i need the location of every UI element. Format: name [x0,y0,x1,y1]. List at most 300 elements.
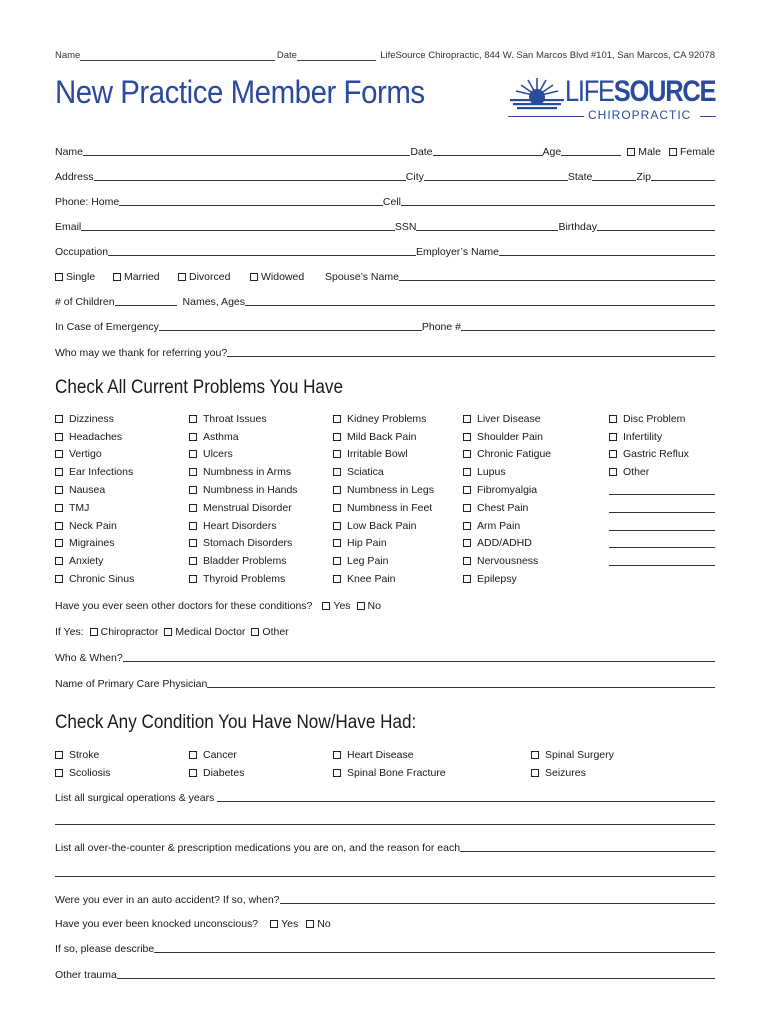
auto-field[interactable] [280,902,715,904]
seen-yes-checkbox[interactable] [322,602,330,610]
condition-checkbox[interactable] [531,769,539,777]
cell-field[interactable] [401,204,715,206]
male-checkbox[interactable] [627,148,635,156]
condition-checkbox[interactable] [55,769,63,777]
seen-no-option[interactable] [357,600,381,612]
logo-rule-right [700,116,716,117]
problem-checkbox[interactable] [189,415,197,423]
condition-label: Seizures [545,766,586,779]
problem-item[interactable] [189,552,298,570]
condition-checkbox[interactable] [333,769,341,777]
problem-checkbox[interactable] [55,415,63,423]
seen-no-label: No [367,600,381,612]
state-label: State [567,171,593,183]
describe-field[interactable] [154,951,715,953]
problem-label: Throat Issues [203,412,267,425]
problem-label: Hip Pain [347,537,387,550]
problem-item[interactable] [55,428,134,446]
problem-label: Sciatica [347,466,384,479]
referral-field[interactable] [227,355,715,357]
row-marital [55,269,715,283]
seen-no-checkbox[interactable] [357,602,365,610]
row-surgical [55,790,715,804]
problem-checkbox[interactable] [189,450,197,458]
row-pcp [55,676,715,690]
problems-col-2 [189,410,298,588]
logo-wordmark [565,75,715,109]
problem-item[interactable] [609,463,715,481]
problem-label: Nervousness [477,555,539,568]
problem-checkbox[interactable] [55,575,63,583]
problem-checkbox[interactable] [609,415,617,423]
knocked-no-label: No [317,918,331,930]
divorced-label: Divorced [189,271,231,283]
referral-label: Who may we thank for referring you? [55,347,228,359]
problem-checkbox[interactable] [55,504,63,512]
knocked-label: Have you ever been knocked unconscious? [55,918,259,930]
other-problem-field[interactable] [609,529,715,531]
row-referral [55,345,715,359]
names-ages-label: Names, Ages [182,296,245,308]
row-seen-doctors [55,598,715,612]
problem-label: Numbness in Hands [203,484,298,497]
problem-label: Migraines [69,537,115,550]
condition-item[interactable] [189,764,244,782]
problems-title: Check All Current Problems You Have [55,377,343,398]
problems-col-5 [609,410,715,570]
row-name [55,144,715,158]
problem-checkbox[interactable] [55,433,63,441]
row-children [55,294,715,308]
condition-checkbox[interactable] [189,751,197,759]
problem-label: Fibromyalgia [477,484,538,497]
condition-checkbox[interactable] [333,751,341,759]
problem-checkbox[interactable] [189,557,197,565]
problem-label: Infertility [623,430,663,443]
email-label: Email [55,221,82,233]
header-name-field[interactable] [80,50,274,61]
problem-item[interactable] [333,517,434,535]
problem-checkbox[interactable] [55,522,63,530]
birthday-field[interactable] [597,229,715,231]
auto-label: Were you ever in an auto accident? If so, when? [55,894,280,906]
medications-extra-line[interactable] [55,876,715,877]
knocked-no-option[interactable] [306,918,330,930]
city-label: City [405,171,424,183]
problem-label: ADD/ADHD [477,537,532,550]
other-problem-field[interactable] [609,511,715,513]
condition-item[interactable] [333,764,446,782]
condition-label: Spinal Surgery [545,748,614,761]
condition-item[interactable] [55,764,110,782]
problem-item[interactable] [609,410,715,428]
describe-label: If so, please describe [55,943,155,955]
if-yes-label: If Yes: [55,626,84,638]
ssn-field[interactable] [416,229,558,231]
seen-question: Have you ever seen other doctors for these conditions? [55,600,313,612]
medical-doctor-checkbox[interactable] [164,628,172,636]
problem-checkbox[interactable] [333,415,341,423]
other-problem-line[interactable] [609,481,715,499]
occupation-field[interactable] [108,254,416,256]
seen-yes-option[interactable] [322,600,350,612]
row-auto [55,892,715,906]
logo-rule-left [508,116,584,117]
problem-checkbox[interactable] [463,450,471,458]
cell-label: Cell [382,196,401,208]
problem-checkbox[interactable] [463,575,471,583]
problem-checkbox[interactable] [189,468,197,476]
problem-item[interactable] [55,499,134,517]
problem-item[interactable] [463,481,551,499]
other-problem-line[interactable] [609,499,715,517]
knocked-yes-checkbox[interactable] [270,920,278,928]
zip-field[interactable] [651,179,715,181]
problem-item[interactable] [55,481,134,499]
problem-checkbox[interactable] [55,468,63,476]
single-option[interactable] [55,271,113,283]
problem-item[interactable] [333,410,434,428]
problem-checkbox[interactable] [463,557,471,565]
problem-checkbox[interactable] [333,539,341,547]
problem-checkbox[interactable] [189,504,197,512]
problem-label: Neck Pain [69,519,117,532]
row-if-yes [55,624,715,638]
row-describe [55,941,715,955]
logo-word-light: LIFE [565,75,614,108]
problem-label: Thyroid Problems [203,573,286,586]
condition-checkbox[interactable] [55,751,63,759]
divorced-option[interactable] [178,271,250,283]
problem-label: Knee Pain [347,573,396,586]
married-option[interactable] [113,271,178,283]
problem-item[interactable] [333,552,434,570]
medical-doctor-option[interactable] [164,626,245,638]
problem-item[interactable] [55,463,134,481]
problem-checkbox[interactable] [189,575,197,583]
name-label: Name [55,146,84,158]
problem-label: Ulcers [203,448,233,461]
problem-checkbox[interactable] [189,522,197,530]
condition-checkbox[interactable] [189,769,197,777]
employer-field[interactable] [499,254,715,256]
problem-checkbox[interactable] [609,468,617,476]
lifesource-logo [508,72,718,124]
problem-label: Anxiety [69,555,104,568]
row-medications [55,840,715,854]
problem-item[interactable] [189,499,298,517]
problem-item[interactable] [333,463,434,481]
conditions-title: Check Any Condition You Have Now/Have Had: [55,712,417,733]
problem-checkbox[interactable] [189,486,197,494]
problem-checkbox[interactable] [333,433,341,441]
problem-label: Numbness in Legs [347,484,434,497]
trauma-field[interactable] [117,977,715,979]
conditions-col-1 [55,746,110,782]
problem-checkbox[interactable] [463,522,471,530]
problem-item[interactable] [189,410,298,428]
widowed-label: Widowed [261,271,305,283]
row-emergency [55,319,715,333]
problems-col-3 [333,410,434,588]
chiropractor-label: Chiropractor [100,626,159,638]
medical-doctor-label: Medical Doctor [175,626,246,638]
seen-yes-label: Yes [333,600,351,612]
condition-item[interactable] [189,746,244,764]
problem-item[interactable] [609,446,715,464]
conditions-col-3 [333,746,446,782]
problem-item[interactable] [189,446,298,464]
problem-item[interactable] [463,570,551,588]
problem-checkbox[interactable] [333,522,341,530]
problem-label: TMJ [69,501,90,514]
zip-label: Zip [636,171,651,183]
name-field[interactable] [83,154,410,156]
problem-item[interactable] [609,428,715,446]
problem-label: Kidney Problems [347,412,427,425]
who-when-label: Who & When? [55,652,123,664]
problem-checkbox[interactable] [55,486,63,494]
condition-label: Spinal Bone Fracture [347,766,446,779]
email-field[interactable] [81,229,395,231]
problem-checkbox[interactable] [463,415,471,423]
problem-checkbox[interactable] [55,539,63,547]
problem-label: Disc Problem [623,412,686,425]
widowed-checkbox[interactable] [250,273,258,281]
spouse-label: Spouse’s Name [325,271,399,283]
condition-label: Scoliosis [69,766,111,779]
problem-label: Dizziness [69,412,114,425]
condition-label: Diabetes [203,766,245,779]
problem-label: Bladder Problems [203,555,287,568]
condition-label: Stroke [69,748,100,761]
header-line [55,50,715,61]
problem-label: Chronic Sinus [69,573,135,586]
female-label: Female [679,146,715,158]
single-label: Single [66,271,96,283]
trauma-label: Other trauma [55,969,117,981]
phone-home-field[interactable] [119,204,383,206]
surgical-label: List all surgical operations & years [55,792,215,804]
date-label: Date [410,146,433,158]
problem-checkbox[interactable] [463,468,471,476]
other-problem-field[interactable] [609,493,715,495]
problem-item[interactable] [463,428,551,446]
problem-label: Low Back Pain [347,519,417,532]
emergency-field[interactable] [159,329,422,331]
problem-label: Lupus [477,466,506,479]
row-knocked [55,916,715,930]
problem-checkbox[interactable] [55,450,63,458]
problem-label: Chest Pain [477,501,529,514]
problem-item[interactable] [189,463,298,481]
problem-item[interactable] [463,463,551,481]
problem-item[interactable] [463,552,551,570]
problem-checkbox[interactable] [189,539,197,547]
problem-checkbox[interactable] [333,450,341,458]
problem-checkbox[interactable] [55,557,63,565]
row-address [55,169,715,183]
conditions-col-2 [189,746,244,782]
problem-label: Heart Disorders [203,519,277,532]
other-problem-line[interactable] [609,552,715,570]
other-problem-field[interactable] [609,564,715,566]
problem-item[interactable] [333,428,434,446]
chiropractor-checkbox[interactable] [90,628,98,636]
header-name-label: Name [55,50,81,61]
problem-label: Shoulder Pain [477,430,543,443]
employer-label: Employer’s Name [415,246,499,258]
other-problem-line[interactable] [609,517,715,535]
row-phone [55,194,715,208]
header-date-label: Date [276,50,297,61]
problem-item[interactable] [463,535,551,553]
emergency-phone-field[interactable] [461,329,715,331]
surgical-field[interactable] [217,800,715,802]
problems-col-1 [55,410,134,588]
problem-label: Ear Infections [69,466,134,479]
problem-item[interactable] [333,499,434,517]
phone-num-label: Phone # [421,321,461,333]
problem-item[interactable] [333,446,434,464]
row-trauma [55,967,715,981]
knocked-yes-option[interactable] [270,918,298,930]
problem-item[interactable] [189,535,298,553]
male-option[interactable] [627,146,661,158]
problem-item[interactable] [333,535,434,553]
condition-item[interactable] [531,746,614,764]
city-field[interactable] [424,179,568,181]
problem-item[interactable] [55,535,134,553]
problem-item[interactable] [333,570,434,588]
problem-item[interactable] [55,517,134,535]
problem-item[interactable] [463,446,551,464]
problem-label: Menstrual Disorder [203,501,292,514]
problem-checkbox[interactable] [333,486,341,494]
problem-label: Irritable Bowl [347,448,408,461]
problem-label: Other [623,466,650,479]
logo-word-bold: SOURCE [613,75,716,108]
problem-item[interactable] [55,552,134,570]
condition-item[interactable] [55,746,110,764]
medications-field[interactable] [460,850,715,852]
problem-label: Gastric Reflux [623,448,689,461]
problem-checkbox[interactable] [463,433,471,441]
occupation-label: Occupation [55,246,109,258]
condition-label: Heart Disease [347,748,414,761]
knocked-no-checkbox[interactable] [306,920,314,928]
state-field[interactable] [592,179,636,181]
problem-checkbox[interactable] [333,575,341,583]
pcp-field[interactable] [207,686,715,688]
knocked-yes-label: Yes [281,918,299,930]
female-checkbox[interactable] [669,148,677,156]
problem-item[interactable] [463,517,551,535]
problem-label: Stomach Disorders [203,537,293,550]
age-field[interactable] [561,154,621,156]
problem-item[interactable] [189,517,298,535]
other-doctor-label: Other [262,626,289,638]
problem-item[interactable] [463,410,551,428]
problem-label: Leg Pain [347,555,389,568]
other-problem-field[interactable] [609,546,715,548]
problem-checkbox[interactable] [333,504,341,512]
row-email [55,219,715,233]
problem-checkbox[interactable] [463,504,471,512]
married-label: Married [124,271,160,283]
problem-item[interactable] [55,446,134,464]
widowed-option[interactable] [250,271,325,283]
age-label: Age [542,146,562,158]
header-date-field[interactable] [297,50,376,61]
problem-checkbox[interactable] [333,468,341,476]
row-who-when [55,650,715,664]
problem-label: Vertigo [69,448,102,461]
divorced-checkbox[interactable] [178,273,186,281]
address-field[interactable] [94,179,406,181]
problems-col-4 [463,410,551,588]
emergency-label: In Case of Emergency [55,321,159,333]
problem-checkbox[interactable] [463,539,471,547]
surgical-extra-line[interactable] [55,824,715,825]
problem-label: Asthma [203,430,239,443]
problem-checkbox[interactable] [609,450,617,458]
problem-checkbox[interactable] [463,486,471,494]
problem-label: Numbness in Arms [203,466,292,479]
chiropractor-option[interactable] [90,626,159,638]
logo-subtitle: CHIROPRACTIC [588,108,692,122]
spouse-field[interactable] [399,279,715,281]
problem-item[interactable] [55,410,134,428]
problem-item[interactable] [333,481,434,499]
problem-label: Numbness in Feet [347,501,433,514]
other-doctor-checkbox[interactable] [251,628,259,636]
children-field[interactable] [115,304,177,306]
names-ages-field[interactable] [245,304,715,306]
condition-checkbox[interactable] [531,751,539,759]
female-option[interactable] [669,146,715,158]
problem-label: Arm Pain [477,519,521,532]
children-label: # of Children [55,296,115,308]
condition-item[interactable] [333,746,446,764]
other-problem-line[interactable] [609,535,715,553]
ssn-label: SSN [394,221,417,233]
problem-checkbox[interactable] [609,433,617,441]
who-when-field[interactable] [123,660,715,662]
sun-icon [508,76,566,112]
other-doctor-option[interactable] [251,626,288,638]
problem-item[interactable] [55,570,134,588]
problem-checkbox[interactable] [333,557,341,565]
problem-label: Liver Disease [477,412,541,425]
problem-label: Nausea [69,484,106,497]
condition-item[interactable] [531,764,614,782]
header-address: LifeSource Chiropractic, 844 W. San Marcos Blvd #101, San Marcos, CA 92078 [380,50,715,61]
problem-label: Chronic Fatigue [477,448,552,461]
address-label: Address [55,171,94,183]
problem-checkbox[interactable] [189,433,197,441]
pcp-label: Name of Primary Care Physician [55,678,208,690]
problem-item[interactable] [189,428,298,446]
row-occupation [55,244,715,258]
problem-item[interactable] [189,570,298,588]
date-field[interactable] [433,154,543,156]
problem-item[interactable] [189,481,298,499]
conditions-col-4 [531,746,614,782]
single-checkbox[interactable] [55,273,63,281]
married-checkbox[interactable] [113,273,121,281]
problem-item[interactable] [463,499,551,517]
